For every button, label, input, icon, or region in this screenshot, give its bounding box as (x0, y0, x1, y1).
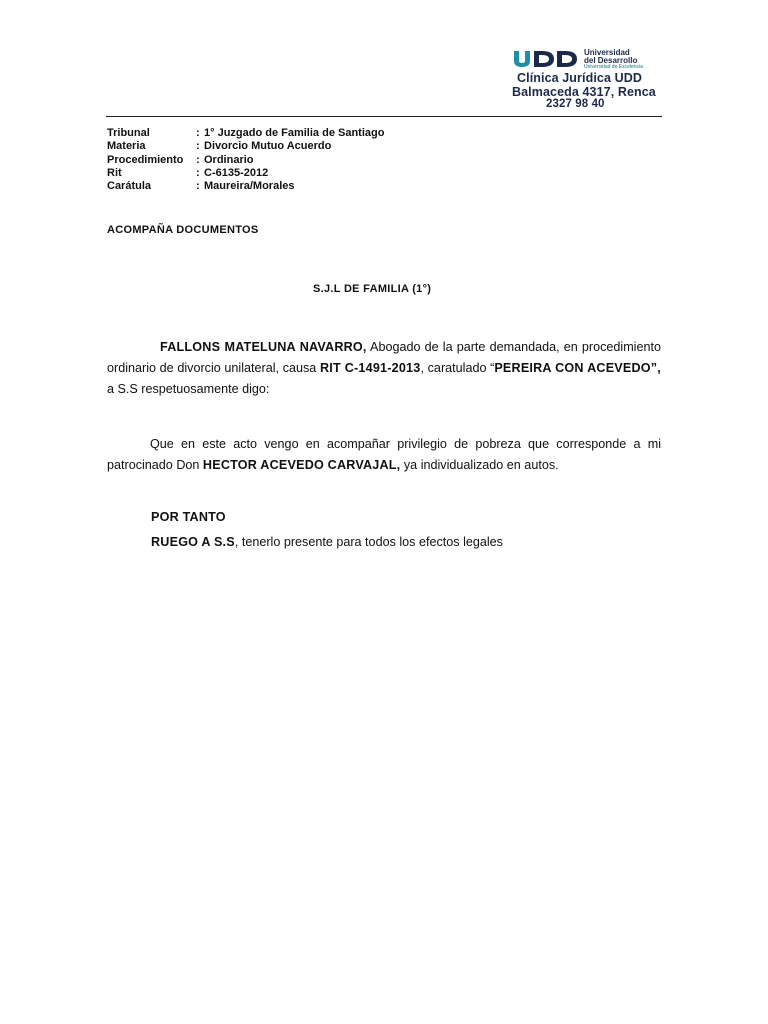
case-row-procedimiento (107, 154, 384, 167)
paragraph-request (107, 434, 661, 476)
case-caratula: PEREIRA CON ACEVEDO”, (494, 361, 661, 375)
clinic-phone: 2327 98 40 (546, 98, 605, 110)
case-row-rit (107, 167, 384, 180)
case-row-materia (107, 140, 384, 153)
case-info (107, 127, 384, 193)
university-tagline: Universidad de Excelencia (584, 64, 643, 70)
paragraph-text: Abogado de la parte demandada, en procedimiento ordinario de divorcio unilateral, causa (107, 340, 661, 375)
case-value: 1° Juzgado de Familia de Santiago (204, 127, 385, 139)
case-label: Rit (107, 166, 122, 179)
document-addressee: S.J.L DE FAMILIA (1°) (313, 283, 432, 295)
case-separator: : (196, 140, 200, 153)
ruego-label: RUEGO A S.S (151, 535, 235, 549)
case-label: Procedimiento (107, 153, 184, 166)
case-separator: : (196, 127, 200, 139)
udd-logo (512, 49, 652, 71)
case-row-caratula (107, 180, 384, 193)
case-value: Ordinario (204, 153, 254, 166)
closing-request (151, 535, 503, 549)
clinic-name: Clínica Jurídica UDD (517, 71, 642, 85)
case-value: Divorcio Mutuo Acuerdo (204, 140, 332, 153)
case-row-tribunal (107, 127, 384, 140)
paragraph-text: a S.S respetuosamente digo: (107, 382, 270, 396)
header-divider (106, 116, 662, 117)
university-line-2: del Desarrollo (584, 55, 638, 65)
attorney-name: FALLONS MATELUNA NAVARRO, (160, 340, 367, 354)
case-separator: : (196, 166, 200, 179)
document-subject: ACOMPAÑA DOCUMENTOS (107, 224, 259, 236)
case-value: C-6135-2012 (204, 166, 269, 179)
paragraph-text: ya individualizado en autos. (400, 458, 559, 472)
paragraph-petitioner (107, 337, 661, 400)
case-label: Carátula (107, 180, 152, 193)
paragraph-text: Que en este acto vengo en acompañar privilegio de pobreza que corresponde a mi patrocinado Don (107, 437, 661, 472)
university-line-1: Universidad (584, 48, 630, 57)
case-label: Tribunal (107, 127, 150, 139)
por-tanto: POR TANTO (151, 510, 226, 524)
udd-logo-mark (512, 49, 580, 69)
paragraph-text: , caratulado “ (420, 361, 495, 375)
case-separator: : (196, 180, 200, 193)
case-separator: : (196, 153, 200, 166)
clinic-address: Balmaceda 4317, Renca (512, 85, 656, 99)
university-name (584, 49, 643, 70)
case-label: Materia (107, 140, 146, 153)
client-name: HECTOR ACEVEDO CARVAJAL, (202, 458, 401, 472)
case-value: Maureira/Morales (204, 180, 295, 193)
ruego-text: , tenerlo presente para todos los efectos legales (234, 535, 503, 549)
case-rit: RIT C-1491-2013 (319, 361, 421, 375)
